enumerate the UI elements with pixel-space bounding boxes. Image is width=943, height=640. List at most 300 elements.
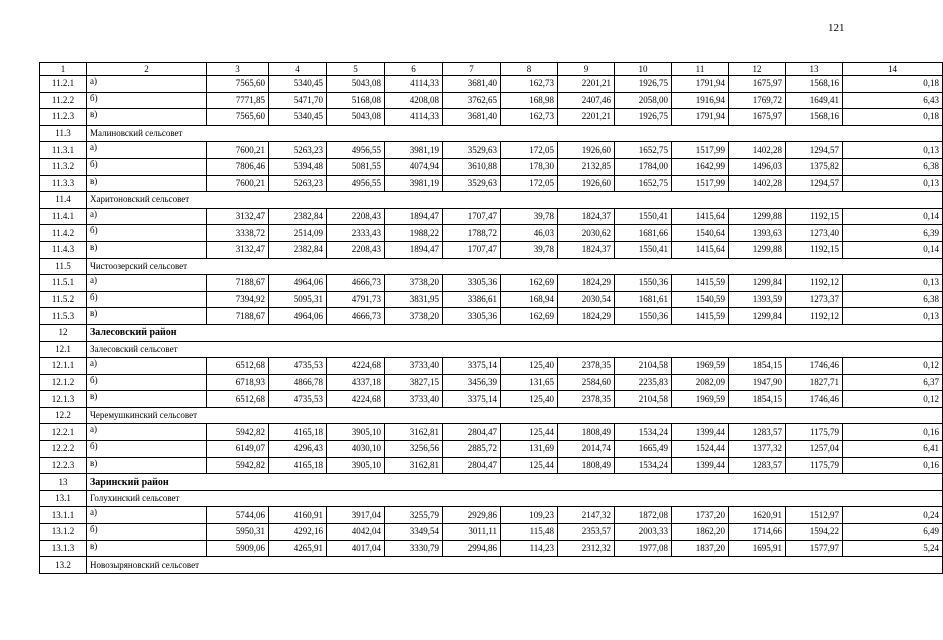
table-cell: 1534,24: [615, 457, 672, 474]
table-row: [40, 208, 943, 225]
table-cell: 2201,21: [558, 109, 615, 126]
table-cell: 1837,20: [672, 540, 729, 557]
row-number: 12.2.1: [40, 424, 87, 441]
row-label: б): [87, 92, 207, 109]
table-cell: 1517,99: [672, 142, 729, 159]
table-cell: 1415,59: [672, 275, 729, 292]
column-header: 13: [786, 63, 843, 76]
table-cell: 2353,57: [558, 524, 615, 541]
table-cell: 4666,73: [327, 275, 385, 292]
table-cell: 1827,71: [786, 374, 843, 391]
table-cell: 172,05: [501, 142, 558, 159]
section-title: Чистоозерский сельсовет: [87, 258, 943, 275]
table-cell: 4292,16: [269, 524, 327, 541]
table-cell: 3905,10: [327, 457, 385, 474]
table-cell: 162,73: [501, 76, 558, 93]
table-cell: 6512,68: [207, 391, 269, 408]
table-cell: 1393,59: [729, 291, 786, 308]
table-cell: 0,12: [843, 391, 943, 408]
table-cell: 1977,08: [615, 540, 672, 557]
table-cell: 3132,47: [207, 208, 269, 225]
row-label: а): [87, 76, 207, 93]
table-cell: 3917,04: [327, 507, 385, 524]
table-cell: 1415,59: [672, 308, 729, 325]
row-label: а): [87, 358, 207, 375]
table-cell: 4964,06: [269, 308, 327, 325]
table-cell: 1824,37: [558, 208, 615, 225]
row-label: б): [87, 158, 207, 175]
table-cell: 1415,64: [672, 208, 729, 225]
council-header-row: [40, 557, 943, 574]
table-cell: 5744,06: [207, 507, 269, 524]
table-cell: 1746,46: [786, 391, 843, 408]
table-cell: 1947,90: [729, 374, 786, 391]
table-cell: 4208,08: [385, 92, 443, 109]
table-cell: 5168,08: [327, 92, 385, 109]
table-cell: 1642,99: [672, 158, 729, 175]
section-number: 11.3: [40, 125, 87, 142]
table-cell: 1926,60: [558, 175, 615, 192]
table-cell: 1283,57: [729, 457, 786, 474]
table-cell: 1788,72: [443, 225, 501, 242]
table-cell: 1784,00: [615, 158, 672, 175]
table-row: [40, 358, 943, 375]
table-cell: 1377,32: [729, 441, 786, 458]
table-cell: 46,03: [501, 225, 558, 242]
table-cell: 1894,47: [385, 208, 443, 225]
table-cell: 0,13: [843, 142, 943, 159]
table-cell: 5340,45: [269, 109, 327, 126]
section-number: 12.1: [40, 341, 87, 358]
table-cell: 2003,33: [615, 524, 672, 541]
table-cell: 2929,86: [443, 507, 501, 524]
column-header: 2: [87, 63, 207, 76]
table-cell: 5,24: [843, 540, 943, 557]
table-row: [40, 540, 943, 557]
page-number: 121: [828, 22, 845, 34]
table-cell: 1192,12: [786, 275, 843, 292]
table-cell: 5081,55: [327, 158, 385, 175]
table-cell: 4224,68: [327, 391, 385, 408]
column-header: 4: [269, 63, 327, 76]
table-cell: 162,73: [501, 109, 558, 126]
section-title: Новозыряновский сельсовет: [87, 557, 943, 574]
table-row: [40, 374, 943, 391]
table-cell: 1568,16: [786, 109, 843, 126]
row-number: 11.3.3: [40, 175, 87, 192]
table-cell: 1854,15: [729, 358, 786, 375]
row-number: 11.5.3: [40, 308, 87, 325]
table-cell: 1299,84: [729, 308, 786, 325]
table-cell: 4114,33: [385, 109, 443, 126]
table-cell: 7565,60: [207, 109, 269, 126]
row-label: а): [87, 275, 207, 292]
tariff-table: [39, 62, 943, 574]
table-cell: 1652,75: [615, 175, 672, 192]
table-cell: 1577,97: [786, 540, 843, 557]
table-cell: 1824,29: [558, 275, 615, 292]
table-cell: 4666,73: [327, 308, 385, 325]
table-cell: 2378,35: [558, 391, 615, 408]
table-row: [40, 142, 943, 159]
table-cell: 3255,79: [385, 507, 443, 524]
row-number: 12.1.3: [40, 391, 87, 408]
table-cell: 3831,95: [385, 291, 443, 308]
table-cell: 1872,08: [615, 507, 672, 524]
table-cell: 2885,72: [443, 441, 501, 458]
table-cell: 6,39: [843, 225, 943, 242]
table-cell: 125,40: [501, 358, 558, 375]
row-number: 13.1.2: [40, 524, 87, 541]
table-cell: 1681,61: [615, 291, 672, 308]
table-cell: 5095,31: [269, 291, 327, 308]
table-cell: 3681,40: [443, 109, 501, 126]
council-header-row: [40, 341, 943, 358]
table-cell: 7565,60: [207, 76, 269, 93]
row-label: в): [87, 540, 207, 557]
table-cell: 3738,20: [385, 275, 443, 292]
section-title: Малиновский сельсовет: [87, 125, 943, 142]
table-cell: 1175,79: [786, 457, 843, 474]
row-number: 12.2.2: [40, 441, 87, 458]
table-cell: 6,38: [843, 291, 943, 308]
column-header: 10: [615, 63, 672, 76]
row-label: в): [87, 457, 207, 474]
table-cell: 168,98: [501, 92, 558, 109]
table-cell: 1550,41: [615, 208, 672, 225]
table-cell: 6,49: [843, 524, 943, 541]
table-cell: 2208,43: [327, 241, 385, 258]
council-header-row: [40, 258, 943, 275]
table-cell: 1707,47: [443, 208, 501, 225]
section-title: Харитоновский сельсовет: [87, 192, 943, 209]
table-cell: 2208,43: [327, 208, 385, 225]
table-cell: 5043,08: [327, 76, 385, 93]
column-header: 7: [443, 63, 501, 76]
table-cell: 1969,59: [672, 358, 729, 375]
table-cell: 2030,62: [558, 225, 615, 242]
table-cell: 1652,75: [615, 142, 672, 159]
table-row: [40, 441, 943, 458]
table-cell: 3011,11: [443, 524, 501, 541]
table-cell: 39,78: [501, 208, 558, 225]
table-cell: 3256,56: [385, 441, 443, 458]
column-header: 8: [501, 63, 558, 76]
table-cell: 1808,49: [558, 457, 615, 474]
table-cell: 2804,47: [443, 457, 501, 474]
row-number: 12.2.3: [40, 457, 87, 474]
council-header-row: [40, 490, 943, 507]
table-row: [40, 76, 943, 93]
table-cell: 2082,09: [672, 374, 729, 391]
table-cell: 5942,82: [207, 457, 269, 474]
table-cell: 162,69: [501, 275, 558, 292]
table-cell: 4074,94: [385, 158, 443, 175]
section-number: 11.5: [40, 258, 87, 275]
table-cell: 3529,63: [443, 142, 501, 159]
table-cell: 5263,23: [269, 175, 327, 192]
table-cell: 2312,32: [558, 540, 615, 557]
table-cell: 3162,81: [385, 424, 443, 441]
row-number: 11.4.1: [40, 208, 87, 225]
table-cell: 1926,60: [558, 142, 615, 159]
table-row: [40, 92, 943, 109]
table-cell: 7806,46: [207, 158, 269, 175]
table-cell: 1916,94: [672, 92, 729, 109]
table-cell: 4956,55: [327, 175, 385, 192]
table-cell: 114,23: [501, 540, 558, 557]
table-cell: 1594,22: [786, 524, 843, 541]
table-cell: 0,13: [843, 308, 943, 325]
table-cell: 3375,14: [443, 391, 501, 408]
table-cell: 1517,99: [672, 175, 729, 192]
row-label: б): [87, 291, 207, 308]
row-label: в): [87, 391, 207, 408]
table-cell: 4042,04: [327, 524, 385, 541]
row-label: а): [87, 142, 207, 159]
table-cell: 3529,63: [443, 175, 501, 192]
table-cell: 3132,47: [207, 241, 269, 258]
table-cell: 168,94: [501, 291, 558, 308]
column-header: 5: [327, 63, 385, 76]
table-cell: 1695,91: [729, 540, 786, 557]
table-cell: 1415,64: [672, 241, 729, 258]
table-row: [40, 158, 943, 175]
table-cell: 1675,97: [729, 76, 786, 93]
row-number: 11.4.3: [40, 241, 87, 258]
table-cell: 7188,67: [207, 308, 269, 325]
row-number: 11.3.1: [40, 142, 87, 159]
row-number: 11.4.2: [40, 225, 87, 242]
table-cell: 6149,07: [207, 441, 269, 458]
table-cell: 6,38: [843, 158, 943, 175]
table-cell: 3386,61: [443, 291, 501, 308]
table-cell: 4265,91: [269, 540, 327, 557]
table-cell: 1402,28: [729, 142, 786, 159]
table-cell: 5471,70: [269, 92, 327, 109]
table-cell: 172,05: [501, 175, 558, 192]
table-cell: 109,23: [501, 507, 558, 524]
table-cell: 3375,14: [443, 358, 501, 375]
table-cell: 1273,40: [786, 225, 843, 242]
table-cell: 1649,41: [786, 92, 843, 109]
table-cell: 1926,75: [615, 76, 672, 93]
table-cell: 3456,39: [443, 374, 501, 391]
table-cell: 0,14: [843, 208, 943, 225]
table-cell: 6718,93: [207, 374, 269, 391]
table-cell: 1550,36: [615, 275, 672, 292]
table-cell: 1675,97: [729, 109, 786, 126]
section-title: Залесовский сельсовет: [87, 341, 943, 358]
table-row: [40, 241, 943, 258]
row-label: б): [87, 374, 207, 391]
table-cell: 1854,15: [729, 391, 786, 408]
table-cell: 5942,82: [207, 424, 269, 441]
table-cell: 0,13: [843, 175, 943, 192]
row-number: 11.3.2: [40, 158, 87, 175]
table-cell: 2030,54: [558, 291, 615, 308]
row-number: 11.2.2: [40, 92, 87, 109]
table-cell: 1257,04: [786, 441, 843, 458]
row-number: 12.1.2: [40, 374, 87, 391]
table-cell: 5950,31: [207, 524, 269, 541]
table-cell: 1714,66: [729, 524, 786, 541]
table-cell: 4735,53: [269, 391, 327, 408]
table-cell: 1620,91: [729, 507, 786, 524]
table-cell: 3733,40: [385, 358, 443, 375]
table-cell: 4165,18: [269, 424, 327, 441]
table-cell: 1665,49: [615, 441, 672, 458]
table-cell: 3738,20: [385, 308, 443, 325]
table-cell: 0,18: [843, 109, 943, 126]
table-cell: 4030,10: [327, 441, 385, 458]
table-row: [40, 109, 943, 126]
table-cell: 0,18: [843, 76, 943, 93]
table-cell: 1681,66: [615, 225, 672, 242]
row-label: а): [87, 507, 207, 524]
table-row: [40, 424, 943, 441]
table-cell: 2994,86: [443, 540, 501, 557]
table-cell: 2407,46: [558, 92, 615, 109]
table-cell: 1926,75: [615, 109, 672, 126]
section-number: 11.4: [40, 192, 87, 209]
row-number: 13.1.3: [40, 540, 87, 557]
table-cell: 1862,20: [672, 524, 729, 541]
table-cell: 2132,85: [558, 158, 615, 175]
table-cell: 6,43: [843, 92, 943, 109]
table-cell: 3610,88: [443, 158, 501, 175]
row-number: 11.2.3: [40, 109, 87, 126]
district-header-row: [40, 474, 943, 491]
table-cell: 4337,18: [327, 374, 385, 391]
table-cell: 1769,72: [729, 92, 786, 109]
table-cell: 2382,84: [269, 241, 327, 258]
table-cell: 1283,57: [729, 424, 786, 441]
table-cell: 3305,36: [443, 308, 501, 325]
table-cell: 39,78: [501, 241, 558, 258]
table-cell: 2584,60: [558, 374, 615, 391]
row-label: б): [87, 524, 207, 541]
table-cell: 4956,55: [327, 142, 385, 159]
table-cell: 0,24: [843, 507, 943, 524]
row-number: 12.1.1: [40, 358, 87, 375]
table-cell: 2235,83: [615, 374, 672, 391]
table-cell: 4296,43: [269, 441, 327, 458]
table-cell: 4964,06: [269, 275, 327, 292]
table-cell: 3733,40: [385, 391, 443, 408]
table-row: [40, 457, 943, 474]
table-cell: 1299,88: [729, 208, 786, 225]
row-label: а): [87, 208, 207, 225]
row-label: б): [87, 441, 207, 458]
table-cell: 4791,73: [327, 291, 385, 308]
table-cell: 2104,58: [615, 358, 672, 375]
table-cell: 2382,84: [269, 208, 327, 225]
table-cell: 7600,21: [207, 142, 269, 159]
table-cell: 3827,15: [385, 374, 443, 391]
table-cell: 1746,46: [786, 358, 843, 375]
table-cell: 3762,65: [443, 92, 501, 109]
table-cell: 6512,68: [207, 358, 269, 375]
row-label: б): [87, 225, 207, 242]
table-cell: 1791,94: [672, 76, 729, 93]
row-label: в): [87, 175, 207, 192]
table-cell: 6,41: [843, 441, 943, 458]
row-label: в): [87, 109, 207, 126]
table-cell: 3981,19: [385, 175, 443, 192]
table-row: [40, 524, 943, 541]
council-header-row: [40, 407, 943, 424]
table-cell: 1393,63: [729, 225, 786, 242]
table-cell: 1824,37: [558, 241, 615, 258]
table-cell: 2804,47: [443, 424, 501, 441]
table-cell: 125,44: [501, 457, 558, 474]
table-cell: 6,37: [843, 374, 943, 391]
table-cell: 3330,79: [385, 540, 443, 557]
table-row: [40, 391, 943, 408]
table-cell: 162,69: [501, 308, 558, 325]
table-cell: 3905,10: [327, 424, 385, 441]
table-cell: 0,12: [843, 358, 943, 375]
table-cell: 1294,57: [786, 175, 843, 192]
column-header: 6: [385, 63, 443, 76]
column-header: 9: [558, 63, 615, 76]
section-number: 13.1: [40, 490, 87, 507]
table-cell: 3305,36: [443, 275, 501, 292]
table-cell: 1175,79: [786, 424, 843, 441]
table-cell: 1540,59: [672, 291, 729, 308]
table-cell: 0,16: [843, 457, 943, 474]
table-cell: 1496,03: [729, 158, 786, 175]
column-header: 12: [729, 63, 786, 76]
table-cell: 1524,44: [672, 441, 729, 458]
table-cell: 1969,59: [672, 391, 729, 408]
table-cell: 1399,44: [672, 424, 729, 441]
table-cell: 2378,35: [558, 358, 615, 375]
row-number: 11.5.1: [40, 275, 87, 292]
table-row: [40, 507, 943, 524]
table-cell: 1294,57: [786, 142, 843, 159]
table-cell: 1791,94: [672, 109, 729, 126]
table-cell: 4735,53: [269, 358, 327, 375]
table-cell: 1808,49: [558, 424, 615, 441]
table-row: [40, 291, 943, 308]
table-cell: 3681,40: [443, 76, 501, 93]
table-cell: 125,44: [501, 424, 558, 441]
table-cell: 1192,15: [786, 208, 843, 225]
council-header-row: [40, 125, 943, 142]
table-cell: 3349,54: [385, 524, 443, 541]
section-number: 13.2: [40, 557, 87, 574]
column-header: 3: [207, 63, 269, 76]
table-cell: 1568,16: [786, 76, 843, 93]
section-title: Залесовский район: [87, 324, 943, 341]
table-cell: 131,69: [501, 441, 558, 458]
table-cell: 1512,97: [786, 507, 843, 524]
table-cell: 5340,45: [269, 76, 327, 93]
table-cell: 115,48: [501, 524, 558, 541]
table-cell: 178,30: [501, 158, 558, 175]
table-cell: 1192,12: [786, 308, 843, 325]
column-header: 14: [843, 63, 943, 76]
table-cell: 1375,82: [786, 158, 843, 175]
table-cell: 1707,47: [443, 241, 501, 258]
table-cell: 4165,18: [269, 457, 327, 474]
table-cell: 3162,81: [385, 457, 443, 474]
table-cell: 7188,67: [207, 275, 269, 292]
council-header-row: [40, 192, 943, 209]
table-cell: 1550,36: [615, 308, 672, 325]
